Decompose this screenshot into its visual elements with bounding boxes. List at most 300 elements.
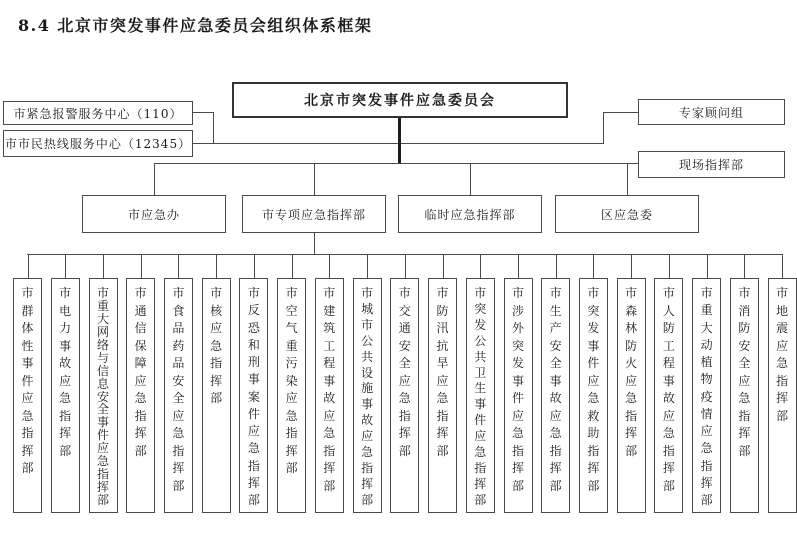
- box-onsite-command: [638, 151, 785, 178]
- unit-box-char: 群: [21, 303, 34, 318]
- unit-box-char: 食: [172, 303, 185, 318]
- unit-box-char: 指: [776, 373, 789, 388]
- unit-box-char: 事: [96, 415, 109, 430]
- unit-box-char: 故: [59, 356, 72, 370]
- unit-box-char: 公: [361, 333, 374, 348]
- unit-box-char: 部: [549, 478, 562, 493]
- unit-box-char: 急: [625, 391, 638, 405]
- unit-box-char: 应: [474, 429, 487, 444]
- unit-box-char: 力: [59, 321, 72, 335]
- connector-expert-elbow-v-line: [603, 112, 604, 144]
- unit-box-char: 故: [662, 391, 675, 405]
- unit-box-char: 突: [587, 303, 600, 318]
- unit-box-char: 应: [625, 373, 638, 388]
- unit-box-char: 品: [172, 356, 185, 370]
- unit-box-char: 程: [662, 356, 675, 370]
- connector-level2-drop-line: [154, 163, 155, 195]
- unit-box-char: 恐: [247, 320, 260, 335]
- unit-box-char: 部: [59, 443, 72, 458]
- unit-box-char: 部: [474, 492, 487, 507]
- unit-box-char: 件: [587, 356, 600, 370]
- unit-box-char: 工: [323, 338, 336, 353]
- level2-box-temporary-command: [398, 195, 542, 233]
- unit-box-char: 急: [738, 391, 751, 405]
- unit-box: [126, 278, 155, 513]
- unit-box-char: 急: [323, 426, 336, 440]
- unit-box-char: 指: [587, 443, 600, 458]
- unit-box-char: 产: [549, 321, 562, 335]
- unit-box-char: 核: [210, 303, 223, 318]
- unit-box-char: 刑: [247, 355, 260, 369]
- unit-box-char: 程: [323, 356, 336, 370]
- unit-box: [89, 278, 118, 513]
- connector-root-spine-line: [398, 118, 401, 164]
- connector-unit-stub-line: [292, 254, 293, 278]
- unit-box-char: 共: [474, 349, 487, 364]
- unit-box-char: 挥: [625, 426, 638, 440]
- page-title: 8.4 北京市突发事件应急委员会组织体系框架: [18, 16, 373, 35]
- unit-box-char: 工: [662, 338, 675, 353]
- unit-box-char: 市: [436, 286, 449, 300]
- level2-box-district-committee: [555, 195, 699, 233]
- unit-box-char: 急: [436, 391, 449, 405]
- unit-box-char: 故: [549, 391, 562, 405]
- unit-box-char: 安: [172, 373, 185, 388]
- unit-box-char: 指: [398, 408, 411, 423]
- unit-box-char: 急: [511, 426, 524, 440]
- unit-box-char: 应: [436, 373, 449, 388]
- unit-box-char: 突: [474, 301, 487, 316]
- unit-box-char: 挥: [361, 476, 374, 491]
- unit-box-char: 突: [511, 338, 524, 353]
- unit-box-char: 挥: [398, 426, 411, 440]
- unit-box-char: 应: [285, 391, 298, 405]
- unit-box: [730, 278, 759, 513]
- connector-unit-stub-line: [744, 254, 745, 278]
- unit-box-char: 消: [738, 303, 751, 318]
- unit-box-char: 指: [361, 460, 374, 475]
- unit-box: [315, 278, 344, 513]
- root-box-label: 北京市突发事件应急委员会: [304, 93, 496, 109]
- unit-box-char: 重: [700, 303, 713, 318]
- unit-box-char: 事: [662, 373, 675, 388]
- unit-box-char: 防: [662, 321, 675, 335]
- unit-box-char: 应: [776, 338, 789, 353]
- unit-box-char: 部: [96, 493, 109, 507]
- unit-box-char: 件: [511, 391, 524, 405]
- unit-box-char: 发: [474, 317, 487, 332]
- unit-box-char: 应: [21, 391, 34, 405]
- unit-box-char: 挥: [436, 426, 449, 440]
- unit-box-char: 防: [625, 338, 638, 353]
- connector-unit-stub-line: [782, 254, 783, 278]
- unit-box-char: 通: [134, 303, 147, 318]
- unit-box-char: 疫: [700, 389, 713, 404]
- unit-box-char: 指: [474, 460, 487, 475]
- unit-box-char: 部: [587, 478, 600, 493]
- unit-box-char: 气: [285, 321, 298, 335]
- unit-box-char: 指: [436, 408, 449, 423]
- unit-box: [654, 278, 683, 513]
- unit-box-char: 挥: [662, 461, 675, 475]
- box-citizen-hotline-12345: [3, 130, 193, 157]
- unit-box-char: 指: [134, 408, 147, 423]
- unit-box-char: 部: [398, 443, 411, 458]
- unit-box-char: 施: [361, 381, 374, 396]
- unit-box: [202, 278, 231, 513]
- unit-box-char: 件: [247, 406, 260, 421]
- unit-box: [13, 278, 42, 513]
- unit-box-char: 指: [172, 443, 185, 458]
- unit-box-char: 全: [172, 391, 185, 405]
- unit-box-char: 部: [21, 461, 34, 475]
- unit-box-char: 全: [96, 402, 109, 417]
- unit-box-char: 情: [700, 406, 713, 421]
- unit-box-char: 挥: [700, 475, 713, 490]
- unit-box-char: 应: [247, 424, 260, 438]
- unit-box-char: 信: [134, 321, 147, 335]
- unit-box-char: 应: [323, 408, 336, 423]
- unit-box: [617, 278, 646, 513]
- connector-unit-stub-line: [443, 254, 444, 278]
- unit-box-char: 森: [625, 303, 638, 318]
- box-onsite-command-label: 现场指挥部: [678, 158, 744, 172]
- unit-box-char: 应: [172, 408, 185, 423]
- unit-box-char: 防: [436, 303, 449, 318]
- unit-box-char: 市: [134, 286, 147, 300]
- unit-box-char: 外: [511, 321, 524, 335]
- unit-box-char: 件: [474, 413, 487, 428]
- unit-box-char: 污: [285, 356, 298, 370]
- unit-box-char: 应: [134, 373, 147, 388]
- connector-unit-stub-line: [707, 254, 708, 278]
- unit-box-char: 应: [398, 373, 411, 388]
- unit-box-char: 市: [738, 286, 751, 300]
- unit-box-char: 性: [21, 338, 34, 353]
- unit-box-char: 市: [662, 286, 675, 300]
- unit-box-char: 指: [247, 458, 260, 473]
- unit-box-char: 部: [285, 461, 298, 475]
- unit-box-char: 挥: [247, 475, 260, 490]
- unit-box-char: 植: [700, 355, 713, 369]
- unit-box-char: 生: [474, 381, 487, 396]
- unit-box-char: 应: [738, 373, 751, 388]
- unit-box-char: 故: [361, 413, 374, 428]
- unit-box-char: 助: [587, 426, 600, 440]
- unit-box-char: 挥: [59, 426, 72, 440]
- connector-unit-stub-line: [518, 254, 519, 278]
- unit-box: [692, 278, 721, 513]
- unit-box-char: 市: [172, 286, 185, 300]
- unit-box-char: 动: [700, 337, 713, 352]
- unit-box-char: 大: [96, 311, 109, 326]
- connector-special-command-v-line: [314, 233, 315, 255]
- connector-unit-stub-line: [631, 254, 632, 278]
- unit-box-char: 发: [587, 321, 600, 335]
- unit-box-char: 全: [398, 356, 411, 370]
- unit-box-char: 挥: [21, 443, 34, 458]
- unit-box-char: 震: [776, 321, 789, 335]
- unit-box-char: 安: [549, 338, 562, 353]
- unit-box-char: 挥: [285, 443, 298, 458]
- unit-box-char: 市: [398, 286, 411, 300]
- unit-box-char: 交: [398, 303, 411, 318]
- level2-box-label: 市专项应急指挥部: [261, 207, 366, 222]
- unit-box-char: 挥: [587, 461, 600, 475]
- unit-box-char: 安: [398, 338, 411, 353]
- unit-box-char: 品: [172, 321, 185, 335]
- unit-box-char: 挥: [96, 480, 109, 495]
- unit-box-char: 市: [285, 286, 298, 300]
- unit-box-char: 挥: [172, 461, 185, 475]
- connector-unit-stub-line: [669, 254, 670, 278]
- connector-expert-h-line: [603, 112, 638, 113]
- level2-box-label: 市应急办: [127, 207, 180, 222]
- unit-box-char: 部: [361, 492, 374, 507]
- unit-box-char: 事: [59, 338, 72, 353]
- unit-box-char: 指: [662, 443, 675, 458]
- unit-box-char: 急: [21, 408, 34, 423]
- unit-box-char: 建: [323, 303, 336, 318]
- unit-box-char: 部: [210, 391, 223, 405]
- unit-box-char: 市: [776, 286, 789, 300]
- unit-box-char: 和: [247, 337, 260, 352]
- unit-box-char: 地: [776, 303, 789, 318]
- level2-box-special-command: [242, 195, 386, 233]
- unit-box-char: 市: [625, 286, 638, 300]
- unit-box-char: 安: [96, 389, 109, 404]
- connector-level2-h-line: [154, 163, 638, 164]
- unit-box-char: 应: [96, 441, 109, 456]
- unit-box-char: 指: [210, 356, 223, 370]
- connector-unit-stub-line: [103, 254, 104, 278]
- unit-box-char: 挥: [776, 391, 789, 405]
- unit-box-char: 急: [247, 441, 260, 456]
- unit-box: [390, 278, 419, 513]
- unit-box-char: 息: [96, 376, 109, 391]
- unit-box-char: 信: [96, 363, 109, 378]
- connector-unit-stub-line: [216, 254, 217, 278]
- unit-box-char: 市: [361, 317, 374, 332]
- unit-box-char: 市: [474, 286, 487, 300]
- connector-level2-drop-line: [470, 163, 471, 195]
- unit-box: [541, 278, 570, 513]
- unit-box: [504, 278, 533, 513]
- unit-box-char: 部: [134, 443, 147, 458]
- unit-box-char: 安: [738, 338, 751, 353]
- unit-box-char: 指: [21, 426, 34, 440]
- unit-box-char: 障: [134, 356, 147, 370]
- unit-box-char: 急: [662, 426, 675, 440]
- connector-unit-stub-line: [65, 254, 66, 278]
- unit-box-char: 事: [361, 397, 374, 412]
- unit-box-char: 应: [662, 408, 675, 423]
- unit-box-char: 反: [247, 303, 260, 318]
- unit-box-char: 指: [511, 443, 524, 458]
- connector-unit-stub-line: [178, 254, 179, 278]
- root-box: [232, 82, 568, 118]
- unit-box-char: 体: [21, 321, 34, 335]
- unit-box-char: 药: [172, 338, 185, 353]
- unit-box-char: 部: [436, 443, 449, 458]
- unit-box-char: 林: [625, 321, 638, 335]
- level2-box-label: 临时应急指挥部: [424, 207, 516, 222]
- connector-110-elbow-h-line: [193, 112, 213, 113]
- unit-box: [579, 278, 608, 513]
- connector-110-elbow-v-line: [213, 112, 214, 144]
- unit-box-char: 急: [361, 445, 374, 460]
- unit-box-char: 事: [511, 373, 524, 388]
- unit-box-char: 指: [549, 443, 562, 458]
- unit-box: [353, 278, 382, 513]
- unit-box-char: 发: [511, 356, 524, 370]
- unit-box-char: 生: [549, 303, 562, 318]
- unit-box-char: 故: [323, 391, 336, 405]
- unit-box-char: 市: [96, 286, 109, 300]
- unit-box-char: 应: [511, 408, 524, 423]
- unit-box-char: 急: [549, 426, 562, 440]
- unit-box-char: 人: [662, 303, 675, 318]
- connector-unit-stub-line: [593, 254, 594, 278]
- box-emergency-call-center-110-label: 市紧急报警服务中心（110）: [13, 106, 183, 121]
- unit-box-char: 急: [172, 426, 185, 440]
- unit-box-char: 市: [323, 286, 336, 300]
- level2-box-label: 区应急委: [600, 207, 653, 222]
- connector-unit-stub-line: [480, 254, 481, 278]
- unit-box-char: 应: [549, 408, 562, 423]
- unit-box-char: 市: [59, 286, 72, 300]
- unit-box-char: 急: [59, 391, 72, 405]
- unit-box-char: 急: [474, 445, 487, 460]
- unit-box-char: 网: [96, 324, 109, 339]
- unit-box-char: 事: [474, 397, 487, 412]
- box-expert-advisory-group-label: 专家顾问组: [678, 105, 744, 120]
- box-emergency-call-center-110: [3, 101, 193, 125]
- connector-level2-drop-line: [627, 163, 628, 195]
- unit-box-char: 指: [285, 426, 298, 440]
- unit-box-char: 共: [361, 349, 374, 364]
- unit-box-char: 指: [700, 458, 713, 473]
- unit-box-char: 件: [21, 373, 34, 388]
- unit-box-char: 抗: [436, 338, 449, 353]
- unit-box-char: 卫: [474, 365, 487, 380]
- unit-box-char: 急: [587, 391, 600, 405]
- unit-box-char: 全: [738, 356, 751, 370]
- unit-box: [164, 278, 193, 513]
- unit-box-char: 市: [21, 286, 34, 300]
- unit-box-char: 通: [398, 321, 411, 335]
- unit-box-char: 挥: [738, 426, 751, 440]
- unit-box-char: 急: [134, 391, 147, 405]
- unit-box-char: 市: [361, 286, 374, 300]
- unit-box-char: 电: [59, 303, 72, 318]
- unit-box: [768, 278, 797, 513]
- connector-unit-stub-line: [367, 254, 368, 278]
- unit-box-char: 市: [210, 286, 223, 300]
- unit-box-char: 部: [172, 478, 185, 493]
- unit-box-char: 急: [398, 391, 411, 405]
- unit-box-char: 部: [662, 478, 675, 493]
- unit-box-char: 设: [361, 365, 374, 380]
- unit-box-char: 事: [247, 372, 260, 387]
- unit-box-char: 火: [625, 356, 638, 370]
- unit-box-char: 救: [587, 408, 600, 423]
- unit-box-char: 全: [549, 356, 562, 370]
- unit-box-char: 公: [474, 333, 487, 348]
- unit-box-char: 案: [247, 389, 260, 404]
- unit-box-char: 指: [96, 467, 109, 482]
- unit-box-char: 防: [738, 321, 751, 335]
- unit-box-char: 市: [700, 286, 713, 300]
- unit-box-char: 急: [96, 454, 109, 469]
- unit-box-char: 应: [700, 424, 713, 438]
- unit-box-char: 事: [323, 373, 336, 388]
- unit-box-char: 指: [323, 443, 336, 458]
- connector-unit-stub-line: [28, 254, 29, 278]
- unit-box-char: 应: [59, 373, 72, 388]
- unit-box: [428, 278, 457, 513]
- unit-box-char: 部: [247, 493, 260, 507]
- unit-box-char: 部: [625, 443, 638, 458]
- unit-box-char: 大: [700, 320, 713, 335]
- unit-box: [51, 278, 80, 513]
- unit-box-char: 物: [700, 372, 713, 387]
- level2-box-city-emergency-office: [82, 195, 226, 233]
- unit-box-char: 挥: [210, 373, 223, 388]
- unit-box-char: 市: [511, 286, 524, 300]
- unit-box-char: 市: [549, 286, 562, 300]
- unit-box-char: 城: [361, 301, 374, 316]
- unit-box-char: 部: [776, 408, 789, 423]
- unit-box-char: 市: [247, 286, 260, 300]
- unit-box: [466, 278, 495, 513]
- connector-level2-drop-line: [314, 163, 315, 195]
- unit-box-char: 挥: [134, 426, 147, 440]
- unit-box-char: 急: [700, 441, 713, 456]
- box-expert-advisory-group: [638, 99, 785, 125]
- unit-box-char: 市: [587, 286, 600, 300]
- unit-box-char: 挥: [474, 476, 487, 491]
- unit-box-char: 事: [549, 373, 562, 388]
- unit-box-char: 挥: [323, 461, 336, 475]
- unit-box-char: 应: [361, 429, 374, 444]
- unit-box-char: 重: [285, 338, 298, 353]
- unit-box-char: 指: [738, 408, 751, 423]
- unit-box-char: 应: [587, 373, 600, 388]
- unit-box-char: 挥: [511, 461, 524, 475]
- unit-box-char: 部: [323, 478, 336, 493]
- connector-unit-stub-line: [254, 254, 255, 278]
- unit-box-char: 空: [285, 303, 298, 318]
- unit-box: [277, 278, 306, 513]
- connector-unit-stub-line: [556, 254, 557, 278]
- box-citizen-hotline-12345-label: 市市民热线服务中心（12345）: [4, 137, 192, 151]
- connector-unit-stub-line: [405, 254, 406, 278]
- unit-box-char: 络: [96, 337, 109, 352]
- unit-box: [239, 278, 268, 513]
- unit-box-char: 应: [210, 321, 223, 335]
- unit-box-char: 部: [700, 493, 713, 507]
- connector-unit-stub-line: [141, 254, 142, 278]
- unit-box-char: 旱: [436, 356, 449, 370]
- unit-box-char: 部: [738, 443, 751, 458]
- unit-box-char: 保: [134, 338, 147, 353]
- unit-box-char: 指: [59, 408, 72, 423]
- unit-box-char: 重: [96, 298, 109, 313]
- unit-box-char: 事: [587, 338, 600, 353]
- unit-box-char: 件: [96, 428, 109, 443]
- unit-box-char: 挥: [549, 461, 562, 475]
